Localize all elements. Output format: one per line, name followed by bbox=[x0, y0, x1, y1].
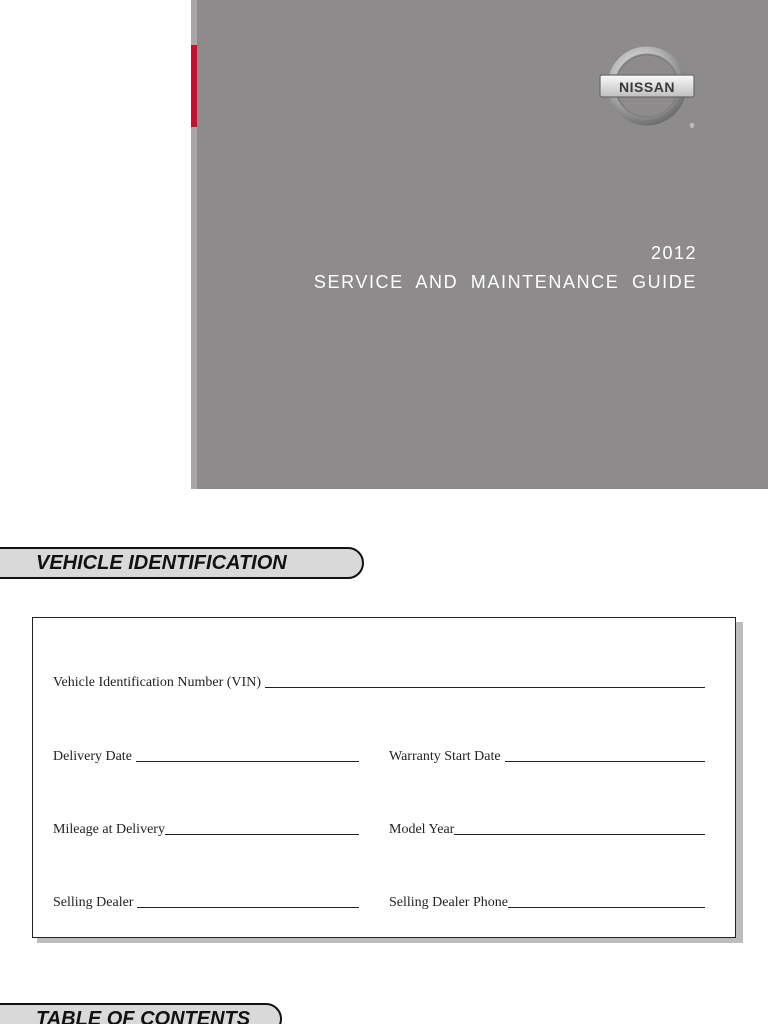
delivery-date-blank-line[interactable] bbox=[136, 761, 359, 762]
model-year-label: Model Year bbox=[389, 822, 455, 837]
selling-dealer-phone-blank-line[interactable] bbox=[508, 907, 705, 908]
selling-dealer-label: Selling Dealer bbox=[53, 895, 134, 910]
selling-dealer-phone-field[interactable] bbox=[389, 895, 705, 911]
table-of-contents-heading: TABLE OF CONTENTS bbox=[0, 1003, 282, 1024]
logo-wordmark: NISSAN bbox=[619, 79, 675, 95]
warranty-start-date-field[interactable] bbox=[389, 749, 705, 765]
delivery-date-field[interactable] bbox=[53, 749, 359, 765]
vin-field[interactable] bbox=[53, 675, 705, 691]
mileage-at-delivery-field[interactable] bbox=[53, 822, 359, 838]
selling-dealer-field[interactable] bbox=[53, 895, 359, 911]
warranty-start-date-label: Warranty Start Date bbox=[389, 749, 501, 764]
nissan-logo bbox=[597, 44, 697, 134]
vehicle-identification-form bbox=[32, 617, 736, 938]
delivery-date-label: Delivery Date bbox=[53, 749, 132, 764]
vin-blank-line[interactable] bbox=[265, 687, 705, 688]
cover-year: 2012 bbox=[650, 243, 697, 263]
model-year-blank-line[interactable] bbox=[454, 834, 705, 835]
cover-red-tab bbox=[191, 45, 197, 127]
mileage-at-delivery-blank-line[interactable] bbox=[165, 834, 359, 835]
model-year-field[interactable] bbox=[389, 822, 705, 838]
vin-label: Vehicle Identification Number (VIN) bbox=[53, 675, 261, 690]
selling-dealer-blank-line[interactable] bbox=[137, 907, 359, 908]
selling-dealer-phone-label: Selling Dealer Phone bbox=[389, 895, 508, 910]
mileage-at-delivery-label: Mileage at Delivery bbox=[53, 822, 165, 837]
vehicle-identification-heading: VEHICLE IDENTIFICATION bbox=[0, 547, 364, 579]
cover-title: SERVICE AND MAINTENANCE GUIDE bbox=[313, 272, 697, 292]
registered-mark: ® bbox=[689, 124, 695, 130]
warranty-start-date-blank-line[interactable] bbox=[505, 761, 705, 762]
